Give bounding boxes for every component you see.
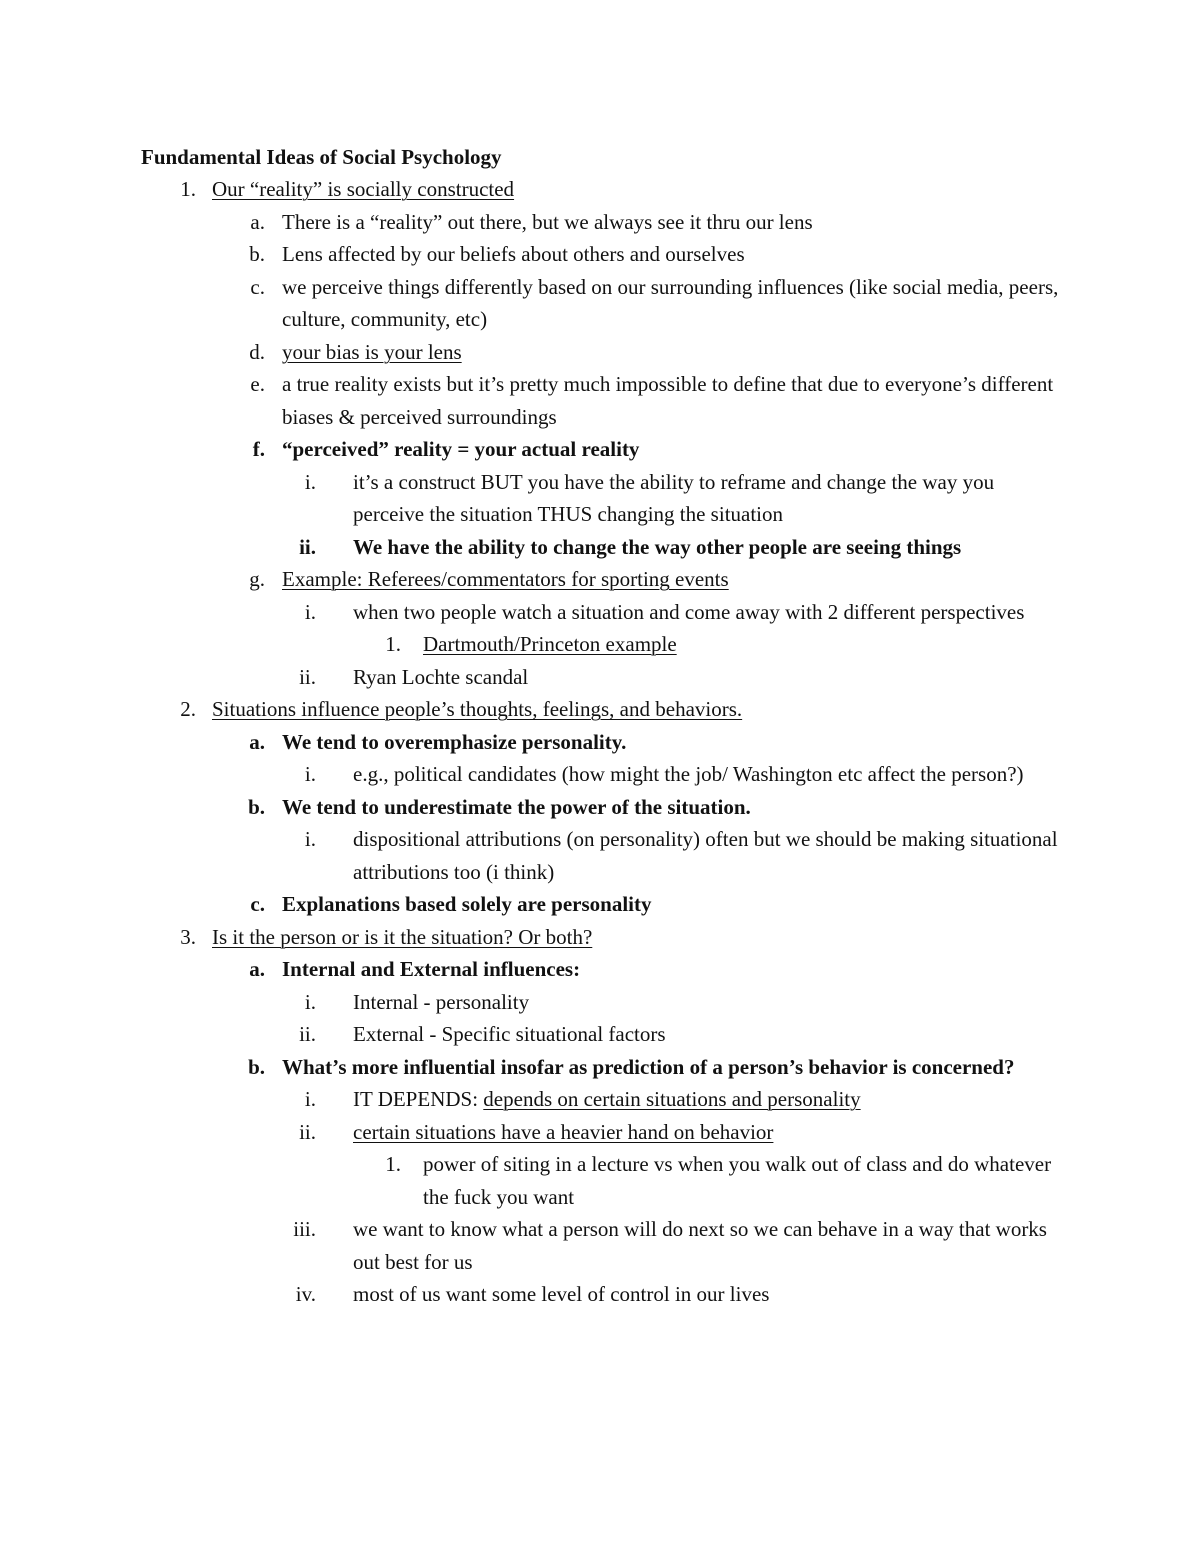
outline-text: Is it the person or is it the situation? Or both? bbox=[212, 924, 593, 949]
outline-item-level-1 bbox=[141, 693, 1061, 726]
outline-item-level-2 bbox=[141, 791, 1061, 824]
outline-marker: 1. bbox=[180, 177, 196, 201]
outline-item-level-1 bbox=[141, 173, 1061, 206]
outline-text: There is a “reality” out there, but we always see it thru our lens bbox=[282, 209, 813, 234]
outline-item-level-2 bbox=[141, 563, 1061, 596]
outline-text: What’s more influential insofar as prediction of a person’s behavior is concerned? bbox=[282, 1054, 1015, 1079]
outline-marker: a. bbox=[249, 729, 265, 754]
outline-list bbox=[141, 173, 1061, 1311]
outline-text-underlined: depends on certain situations and personality bbox=[483, 1087, 861, 1111]
outline-marker: b. bbox=[248, 794, 265, 819]
outline-marker: ii. bbox=[299, 664, 316, 689]
outline-marker: e. bbox=[250, 372, 265, 396]
outline-marker: i. bbox=[304, 469, 316, 494]
outline-marker: i. bbox=[304, 989, 316, 1014]
outline-item-level-3 bbox=[141, 1116, 1061, 1149]
outline-item-level-3 bbox=[141, 823, 1061, 888]
outline-text: “perceived” reality = your actual reality bbox=[282, 437, 640, 461]
outline-marker: b. bbox=[248, 1054, 265, 1079]
outline-item-level-3 bbox=[141, 1083, 1061, 1116]
outline-marker: 3. bbox=[180, 924, 196, 949]
outline-marker: i. bbox=[304, 762, 316, 786]
outline-text: Lens affected by our beliefs about others and ourselves bbox=[282, 242, 745, 266]
outline-marker: i. bbox=[304, 599, 316, 624]
outline-item-level-2 bbox=[141, 1051, 1061, 1084]
outline-item-level-2 bbox=[141, 368, 1061, 433]
outline-marker: a. bbox=[249, 957, 265, 981]
outline-text: Example: Referees/commentators for sporting events bbox=[282, 567, 729, 591]
outline-marker: iv. bbox=[295, 1282, 316, 1306]
outline-item-level-2 bbox=[141, 336, 1061, 369]
outline-text-lead: IT DEPENDS: bbox=[353, 1087, 484, 1111]
outline-item-level-3 bbox=[141, 531, 1061, 564]
outline-text: Situations influence people’s thoughts, feelings, and behaviors. bbox=[212, 697, 743, 721]
outline-item-level-3 bbox=[141, 1213, 1061, 1278]
outline-text: Explanations based solely are personality bbox=[282, 892, 652, 916]
outline-text: it’s a construct BUT you have the ability to reframe and change the way you perceive the situation THUS changing the situation bbox=[353, 469, 995, 526]
outline-text: We have the ability to change the way other people are seeing things bbox=[353, 534, 962, 559]
outline-item-level-4 bbox=[141, 628, 1061, 661]
outline-marker: 1. bbox=[385, 632, 401, 656]
outline-marker: 2. bbox=[180, 697, 196, 721]
outline-text: e.g., political candidates (how might the job/ Washington etc affect the person?) bbox=[353, 762, 1024, 786]
outline-marker: b. bbox=[249, 242, 265, 266]
outline-text: power of siting in a lecture vs when you walk out of class and do whatever the fuck you want bbox=[423, 1152, 1052, 1209]
outline-text: dispositional attributions (on personality) often but we should be making situational attributions too (i think) bbox=[353, 827, 1058, 884]
outline-text: Internal and External influences: bbox=[282, 957, 581, 981]
outline-item-level-3 bbox=[141, 758, 1061, 791]
outline-item-level-2 bbox=[141, 206, 1061, 239]
page-title: Fundamental Ideas of Social Psychology bbox=[141, 145, 502, 169]
outline-item-level-2 bbox=[141, 271, 1061, 336]
outline-item-level-3 bbox=[141, 596, 1061, 629]
outline-marker: a. bbox=[250, 209, 265, 234]
outline-text: we perceive things differently based on our surrounding influences (like social media, peers, culture, community, etc) bbox=[282, 274, 1059, 331]
outline-text: Dartmouth/Princeton example bbox=[423, 632, 677, 656]
outline-marker: 1. bbox=[385, 1152, 401, 1176]
outline-item-level-1 bbox=[141, 921, 1061, 954]
outline-text: Our “reality” is socially constructed bbox=[212, 177, 515, 201]
outline-item-level-2 bbox=[141, 888, 1061, 921]
outline-marker: c. bbox=[250, 892, 265, 916]
outline-text: External - Specific situational factors bbox=[353, 1022, 666, 1046]
outline-item-level-3 bbox=[141, 1018, 1061, 1051]
outline-item-level-3 bbox=[141, 986, 1061, 1019]
outline-text: certain situations have a heavier hand on behavior bbox=[353, 1119, 774, 1144]
outline-marker: i. bbox=[304, 827, 316, 851]
outline-marker: i. bbox=[304, 1087, 316, 1111]
outline-text: when two people watch a situation and come away with 2 different perspectives bbox=[353, 599, 1025, 624]
outline-item-level-2 bbox=[141, 726, 1061, 759]
outline-marker: ii. bbox=[299, 534, 316, 559]
outline-marker: g. bbox=[249, 567, 265, 591]
outline-marker: f. bbox=[252, 437, 265, 461]
outline-marker: ii. bbox=[299, 1022, 316, 1046]
outline-text: We tend to overemphasize personality. bbox=[282, 729, 627, 754]
outline-text: your bias is your lens bbox=[282, 339, 462, 364]
outline-text: We tend to underestimate the power of the situation. bbox=[282, 794, 751, 819]
outline-text: Internal - personality bbox=[353, 989, 530, 1014]
outline-marker: d. bbox=[249, 339, 265, 364]
outline-item-level-3 bbox=[141, 466, 1061, 531]
outline-item-level-3 bbox=[141, 661, 1061, 694]
outline-marker: c. bbox=[250, 274, 265, 299]
outline-text: Ryan Lochte scandal bbox=[353, 664, 529, 689]
outline-item-level-2 bbox=[141, 238, 1061, 271]
outline-text: we want to know what a person will do next so we can behave in a way that works out best for us bbox=[353, 1217, 1047, 1274]
outline-item-level-4 bbox=[141, 1148, 1061, 1213]
outline-text: most of us want some level of control in our lives bbox=[353, 1282, 770, 1306]
outline-item-level-2 bbox=[141, 953, 1061, 986]
outline-marker: iii. bbox=[293, 1217, 316, 1241]
notes-body bbox=[141, 141, 1061, 1311]
outline-marker: ii. bbox=[299, 1119, 316, 1144]
outline-item-level-3 bbox=[141, 1278, 1061, 1311]
outline-text: a true reality exists but it’s pretty much impossible to define that due to everyone’s different biases & perceived surroundings bbox=[282, 372, 1054, 429]
outline-item-level-2 bbox=[141, 433, 1061, 466]
